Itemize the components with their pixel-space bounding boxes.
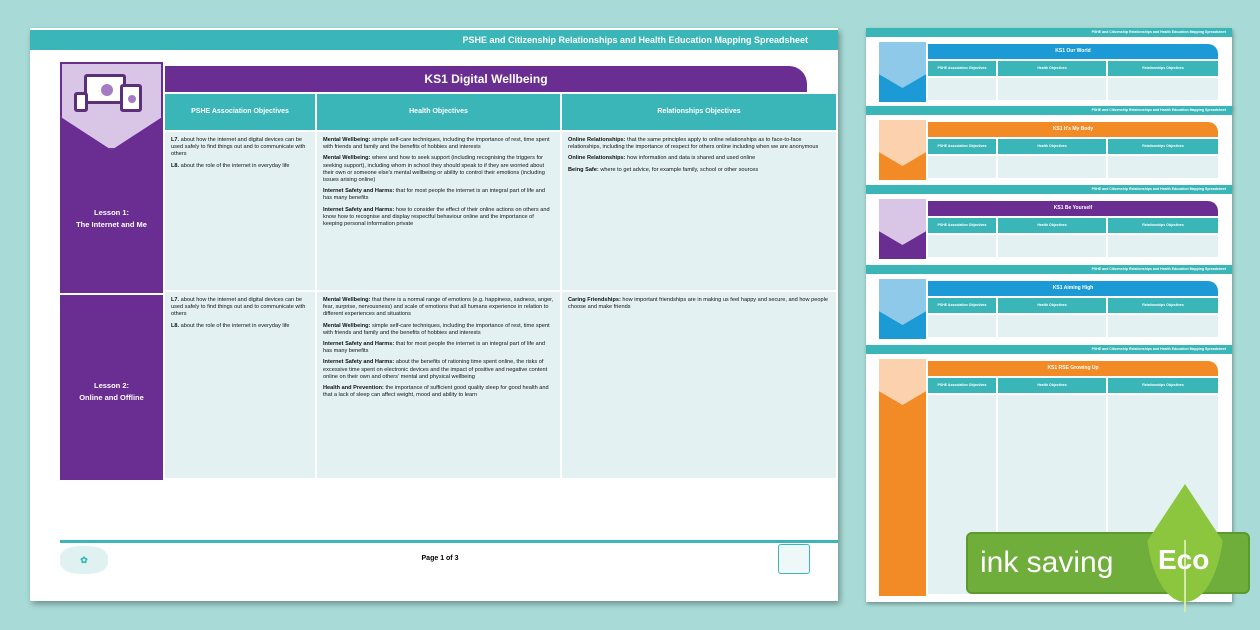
table-cell [562, 132, 836, 290]
objective [171, 137, 309, 159]
objective [171, 297, 309, 319]
preview-header: PSHE and Citizenship Relationships and Health Education Mapping Spreadsheet [866, 345, 1232, 354]
objective-label: L8. [171, 162, 180, 169]
lesson-1-label: Lesson 1: The Internet and Me [76, 208, 147, 229]
objective-label: L8. [171, 322, 180, 329]
objective [323, 188, 554, 202]
column-header: PSHE Association Objectives [165, 94, 315, 130]
objective-text: how important friendships are in making us feel happy and secure, and how people choose and make friends [568, 297, 828, 311]
objective-text: how information and data is shared and used online [625, 155, 756, 162]
objective-label: Mental Wellbeing: [323, 155, 371, 162]
objective-text: that there is a normal range of emotions (e.g. happiness, sadness, anger, fear, surprise, nervousness) and scale of emotions that all humans experience in relation to different experiences and situations [323, 297, 554, 318]
column-header: Health Objectives [998, 298, 1106, 313]
lesson-sidebar [60, 62, 163, 480]
preview-header: PSHE and Citizenship Relationships and Health Education Mapping Spreadsheet [866, 106, 1232, 115]
preview-title: KS1 Our World [928, 44, 1218, 59]
preview-header: PSHE and Citizenship Relationships and Health Education Mapping Spreadsheet [866, 185, 1232, 194]
preview-title: KS1 RSE Growing Up [928, 361, 1218, 376]
table-cell [165, 132, 315, 290]
objective-text: the importance of sufficient good quality sleep for good health and that a lack of sleep can affect weight, mood and ability to learn [323, 385, 549, 399]
digital-devices-icon [60, 62, 163, 150]
objective-label: Caring Friendships: [568, 297, 621, 303]
preview-header: PSHE and Citizenship Relationships and Health Education Mapping Spreadsheet [866, 28, 1232, 37]
objective-label: Internet Safety and Harms: [323, 188, 395, 195]
preview-table [928, 298, 1218, 337]
objective-text: about the role of the internet in everyday life [179, 322, 290, 329]
objective-text: where and how to seek support (including recognising the triggers for seeking support), including whom in school they should speak to if they are worried about their own or someone else's mental wellbeing or ability to control their emotions (including issues arising online) [323, 155, 545, 184]
objective-label: Internet Safety and Harms: [323, 359, 395, 366]
objective-text: how to consider the effect of their online actions on others and know how to recognise and display respectful behaviour online and the importance of keeping personal information private [323, 206, 550, 228]
preview-table [928, 139, 1218, 178]
column-header: PSHE Association Objectives [928, 298, 996, 313]
objectives-table [165, 94, 836, 478]
preview-title: KS1 It's My Body [928, 122, 1218, 137]
objective-label: Mental Wellbeing: [323, 322, 371, 329]
objective-label: Online Relationships: [568, 155, 626, 162]
table-cell [317, 292, 560, 478]
table-cell [317, 132, 560, 290]
column-header: Relationships Objectives [1108, 378, 1218, 393]
objective-label: Mental Wellbeing: [323, 137, 371, 143]
column-header: Relationships Objectives [562, 94, 836, 130]
preview-icon [879, 279, 926, 339]
preview-icon [879, 359, 926, 596]
objective-text: about the benefits of rationing time spent online, the risks of excessive time spent on electronic devices and the impact of positive and negative content online on their own and others' mental and physical wellbeing [323, 359, 548, 380]
objective [568, 167, 830, 174]
column-header: PSHE Association Objectives [928, 378, 996, 393]
column-header: Health Objectives [998, 139, 1106, 154]
preview-page[interactable] [866, 265, 1232, 345]
preview-page[interactable] [866, 106, 1232, 186]
column-header: PSHE Association Objectives [928, 218, 996, 233]
objective [323, 207, 554, 229]
objective-label: Health and Prevention: [323, 385, 384, 392]
objective [171, 323, 309, 330]
pshe-association-logo [778, 544, 810, 574]
preview-title: KS1 Be Yourself [928, 201, 1218, 216]
objective [323, 323, 554, 337]
column-header: Health Objectives [998, 378, 1106, 393]
page-number: Page 1 of 3 [421, 555, 459, 562]
objective-text: that the same principles apply to online relationships as to face-to-face relationships, including the importance of respect for others online including when we are anonymous [568, 137, 819, 151]
column-header: PSHE Association Objectives [928, 139, 996, 154]
preview-icon [879, 42, 926, 102]
objective [323, 297, 554, 319]
objective-text: that for most people the internet is an integral part of life and has many benefits [323, 188, 545, 202]
objective-text: where to get advice, for example family, school or other sources [598, 166, 759, 173]
preview-icon [879, 199, 926, 259]
objective [323, 137, 554, 151]
preview-page[interactable] [866, 185, 1232, 265]
objective-text: simple self-care techniques, including the importance of rest, time spent with friends and family and the benefits of hobbies and interests [323, 137, 550, 151]
preview-page[interactable] [866, 28, 1232, 108]
objective-label: L7. [171, 137, 180, 143]
divider [60, 293, 163, 295]
objective [568, 297, 830, 311]
objective-label: L7. [171, 297, 180, 303]
column-header: Relationships Objectives [1108, 218, 1218, 233]
footer-line [60, 540, 838, 543]
objective-text: simple self-care techniques, including the importance of rest, time spent with friends and family and the benefits of hobbies and interests [323, 322, 550, 336]
badge-text: ink saving [980, 546, 1114, 579]
objective [323, 359, 554, 381]
objective-text: that for most people the internet is an integral part of life and has many benefits [323, 341, 545, 355]
objective-label: Being Safe: [568, 166, 599, 173]
column-header: PSHE Association Objectives [928, 61, 996, 76]
column-header: Health Objectives [998, 218, 1106, 233]
objective-text: about the role of the internet in everyday life [179, 162, 290, 169]
objective-text: about how the internet and digital devices can be used safely to find things out and to communicate with others [171, 297, 306, 318]
preview-icon [879, 120, 926, 180]
column-header: Relationships Objectives [1108, 298, 1218, 313]
table-cell [165, 292, 315, 478]
objective-label: Online Relationships: [568, 137, 626, 143]
unit-title: KS1 Digital Wellbeing [165, 66, 807, 92]
objective [171, 163, 309, 170]
preview-title: KS1 Aiming High [928, 281, 1218, 296]
objective [323, 155, 554, 184]
column-header: Health Objectives [998, 61, 1106, 76]
column-header: Health Objectives [317, 94, 560, 130]
objective-text: about how the internet and digital devices can be used safely to find things out and to communicate with others [171, 137, 306, 158]
lesson-2-label: Lesson 2: Online and Offline [79, 381, 144, 402]
column-header: Relationships Objectives [1108, 139, 1218, 154]
eco-label: Eco [1158, 544, 1210, 575]
objective-label: Internet Safety and Harms: [323, 341, 395, 348]
objective [323, 341, 554, 355]
document-header: PSHE and Citizenship Relationships and Health Education Mapping Spreadsheet [30, 30, 838, 50]
objective [323, 385, 554, 399]
preview-table [928, 61, 1218, 100]
preview-header: PSHE and Citizenship Relationships and Health Education Mapping Spreadsheet [866, 265, 1232, 274]
objective [568, 155, 830, 162]
objective-label: Internet Safety and Harms: [323, 206, 395, 213]
document-page [30, 28, 838, 601]
twinkl-logo: ✿ [60, 546, 108, 574]
objective-label: Mental Wellbeing: [323, 297, 371, 303]
objective [568, 137, 830, 151]
preview-table [928, 218, 1218, 257]
table-cell [562, 292, 836, 478]
column-header: Relationships Objectives [1108, 61, 1218, 76]
